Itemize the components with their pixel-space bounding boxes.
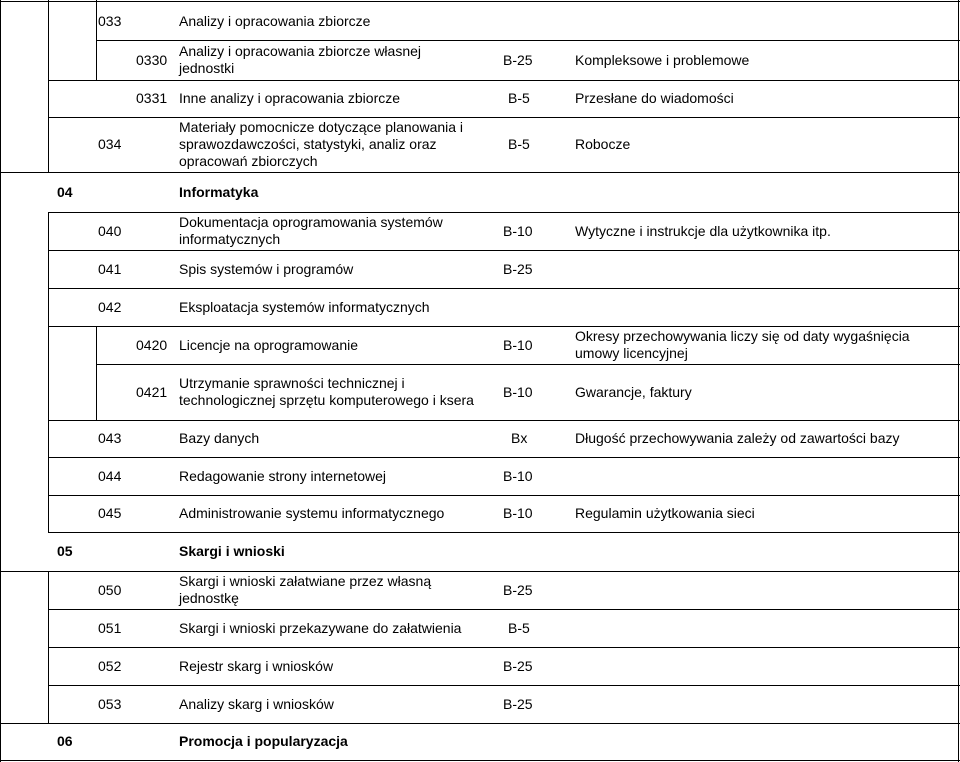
section-code: 06	[57, 733, 73, 749]
table-row	[0, 685, 960, 723]
retention-category: B-5	[508, 136, 530, 152]
section-code: 04	[57, 183, 73, 200]
section-row	[0, 532, 960, 571]
row-code: 044	[98, 467, 122, 484]
row-title: Rejestr skarg i wniosków	[179, 657, 334, 674]
row-title: Analizy skarg i wniosków	[179, 695, 334, 712]
retention-category: B-10	[503, 505, 533, 521]
row-code: 0330	[136, 51, 168, 68]
table-row	[0, 288, 960, 326]
table-row	[0, 326, 960, 364]
table-row	[0, 40, 960, 80]
row-code: 0421	[136, 383, 168, 400]
row-code: 033	[98, 12, 122, 29]
retention-category: B-10	[503, 467, 533, 484]
row-divider	[0, 760, 960, 761]
row-title: Spis systemów i programów	[179, 260, 354, 277]
table-row	[0, 212, 960, 250]
row-code: 042	[98, 298, 122, 315]
table-row	[0, 1, 960, 41]
row-title: Analizy i opracowania zbiorcze	[179, 12, 371, 29]
row-note: Regulamin użytkowania sieci	[575, 505, 755, 521]
row-title: Inne analizy i opracowania zbiorcze	[179, 90, 401, 106]
table-row	[0, 647, 960, 685]
row-code: 053	[98, 695, 122, 712]
table-row	[0, 364, 960, 420]
row-code: 043	[98, 430, 122, 446]
retention-category: Bx	[511, 430, 528, 446]
row-code: 034	[98, 136, 122, 152]
row-code: 051	[98, 619, 122, 636]
retention-category: B-10	[503, 222, 533, 239]
row-title: Eksploatacja systemów informatycznych	[179, 298, 430, 315]
row-title: Analizy i opracowania zbiorcze własnej jednostki	[179, 43, 422, 76]
table-row	[0, 80, 960, 117]
row-title: Skargi i wnioski załatwiane przez własną jednostkę	[179, 573, 432, 606]
row-title: Administrowanie systemu informatycznego	[179, 505, 445, 521]
row-note: Długość przechowywania zależy od zawartości bazy	[575, 430, 900, 446]
retention-category: B-5	[508, 619, 530, 636]
retention-category: B-10	[503, 383, 533, 400]
row-code: 052	[98, 657, 122, 674]
row-code: 0420	[136, 336, 168, 353]
section-row	[0, 172, 960, 212]
row-title: Skargi i wnioski przekazywane do załatwienia	[179, 619, 462, 636]
table-row	[0, 420, 960, 457]
retention-category: B-10	[503, 336, 533, 353]
retention-category: B-25	[503, 657, 533, 674]
row-note: Robocze	[575, 136, 631, 152]
retention-category: B-25	[503, 51, 533, 68]
row-title: Licencje na oprogramowanie	[179, 336, 358, 353]
table-row	[0, 457, 960, 495]
table-row	[0, 571, 960, 609]
row-note: Gwarancje, faktury	[575, 383, 692, 400]
row-code: 041	[98, 260, 122, 277]
row-code: 0331	[136, 90, 168, 106]
retention-category: B-5	[508, 90, 530, 106]
retention-category: B-25	[503, 581, 533, 598]
row-title: Utrzymanie sprawności technicznej i technologicznej sprzętu komputerowego i ksera	[179, 375, 474, 408]
table-row	[0, 117, 960, 172]
table-row	[0, 609, 960, 647]
retention-category: B-25	[503, 695, 533, 712]
row-note: Kompleksowe i problemowe	[575, 51, 750, 68]
row-code: 045	[98, 505, 122, 521]
row-title: Bazy danych	[179, 430, 260, 446]
row-title: Dokumentacja oprogramowania systemów informatycznych	[179, 214, 443, 247]
row-note: Wytyczne i instrukcje dla użytkownika itp.	[575, 222, 831, 239]
retention-category: B-25	[503, 260, 533, 277]
section-title: Promocja i popularyzacja	[179, 733, 348, 749]
row-note: Przesłane do wiadomości	[575, 90, 734, 106]
row-note: Okresy przechowywania liczy się od daty wygaśnięcia umowy licencyjnej	[575, 328, 910, 361]
row-code: 050	[98, 581, 122, 598]
section-title: Skargi i wnioski	[179, 543, 285, 559]
section-code: 05	[57, 543, 73, 559]
section-title: Informatyka	[179, 183, 259, 200]
row-title: Redagowanie strony internetowej	[179, 467, 387, 484]
table-row	[0, 495, 960, 532]
table-row	[0, 250, 960, 288]
row-code: 040	[98, 222, 122, 239]
section-row	[0, 723, 960, 760]
row-title: Materiały pomocnicze dotyczące planowania i sprawozdawczości, statystyki, analiz oraz opracowań zbiorczych	[179, 119, 464, 169]
